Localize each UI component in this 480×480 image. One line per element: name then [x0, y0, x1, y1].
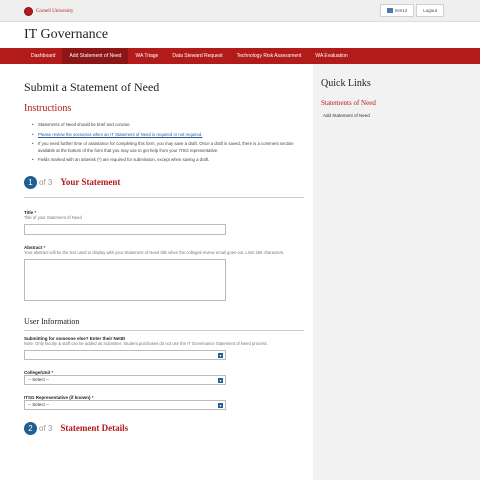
logout-button[interactable]: Logout	[416, 4, 444, 17]
quick-link-add-statement[interactable]: Add Statement of Need	[323, 113, 370, 118]
itsg-select[interactable]: -- Select -- ▾	[24, 400, 226, 410]
user-button[interactable]	[380, 4, 415, 17]
nav-add-statement[interactable]: Add Statement of Need	[62, 48, 128, 64]
instruction-item: • Statements of Need should be brief and concise.	[32, 122, 304, 129]
user-netid: mm12	[394, 8, 408, 13]
submitting-help: Note: Only faculty & staff can be added as Submitter. Student purchases do not use the IT Governance Statement of Need process.	[24, 340, 268, 346]
cornell-seal-icon	[24, 7, 33, 16]
main-nav	[0, 48, 480, 64]
required-asterisk: *	[91, 394, 94, 400]
nav-tech-risk[interactable]: Technology Risk Assessment	[236, 53, 302, 59]
quick-links-subtitle: Statements of Need	[321, 99, 376, 107]
instructions-list	[24, 122, 304, 164]
abstract-label: Abstract *	[24, 244, 46, 250]
step-title: Statement Details	[60, 423, 129, 433]
step-of: of 3	[39, 423, 53, 433]
divider	[24, 197, 304, 198]
submitting-label: Submitting for someone else? Enter their NetID	[24, 335, 126, 341]
title-label: Title *	[24, 209, 37, 215]
required-asterisk: *	[34, 209, 37, 215]
step-title: Your Statement	[60, 177, 121, 187]
chevron-down-icon: ▾	[219, 377, 222, 383]
step-1-header	[24, 176, 304, 189]
abstract-textarea[interactable]	[24, 259, 226, 301]
instruction-item: • If you need further time or assistance for completing this form, you may save a draft. Once a draft is saved, there is a comment section available at the bottom of the form that you may use to get help from your ITSG representative.	[32, 141, 304, 154]
quick-links-sidebar	[313, 64, 480, 480]
quick-links-title: Quick Links	[321, 78, 371, 89]
nav-data-steward[interactable]: Data Steward Request	[172, 53, 223, 59]
app-title[interactable]: IT Governance	[24, 27, 109, 42]
step-number: 2	[24, 422, 37, 435]
university-name: Cornell University	[36, 9, 74, 14]
page-title: Submit a Statement of Need	[24, 80, 160, 94]
submitter-select[interactable]	[24, 350, 226, 360]
college-select[interactable]: -- Select -- ▾	[24, 375, 226, 385]
chevron-down-icon: ▾	[219, 352, 222, 358]
instruction-item: • Fields marked with an asterisk (*) are required for submission, except when saving a draft.	[32, 157, 304, 164]
app-header	[0, 22, 480, 48]
required-asterisk: *	[51, 369, 54, 375]
divider	[24, 330, 304, 331]
nav-dashboard[interactable]: Dashboard	[31, 53, 56, 59]
step-2-header	[24, 422, 304, 435]
nav-wa-evaluation[interactable]: WA Evaluation	[315, 53, 348, 59]
form-content	[24, 80, 304, 443]
step-number: 1	[24, 176, 37, 189]
user-info-title: User Information	[24, 316, 80, 326]
main-area	[0, 64, 480, 480]
university-logo[interactable]	[24, 7, 73, 16]
itsg-label: ITSG Representative (if known) *	[24, 394, 94, 400]
college-label: College/Unit *	[24, 369, 54, 375]
title-help: Title of your Statement of Need	[24, 214, 82, 220]
step-of: of 3	[39, 177, 53, 187]
abstract-help: Your abstract will be the text used to display with your Statement of Need title when the collegial review email goes out. Limit 255 characters.	[24, 249, 285, 255]
required-asterisk: *	[43, 244, 46, 250]
chevron-down-icon: ▾	[219, 402, 222, 408]
top-bar	[0, 0, 480, 22]
user-icon	[387, 8, 393, 13]
instructions-title: Instructions	[24, 103, 72, 114]
nav-wa-triage[interactable]: WA Triage	[135, 53, 159, 59]
user-box	[380, 4, 444, 17]
instruction-scenarios-link[interactable]: • Please review the scenarios when an IT Statement of Need is required or not required.	[32, 132, 304, 139]
title-input[interactable]	[24, 224, 226, 235]
